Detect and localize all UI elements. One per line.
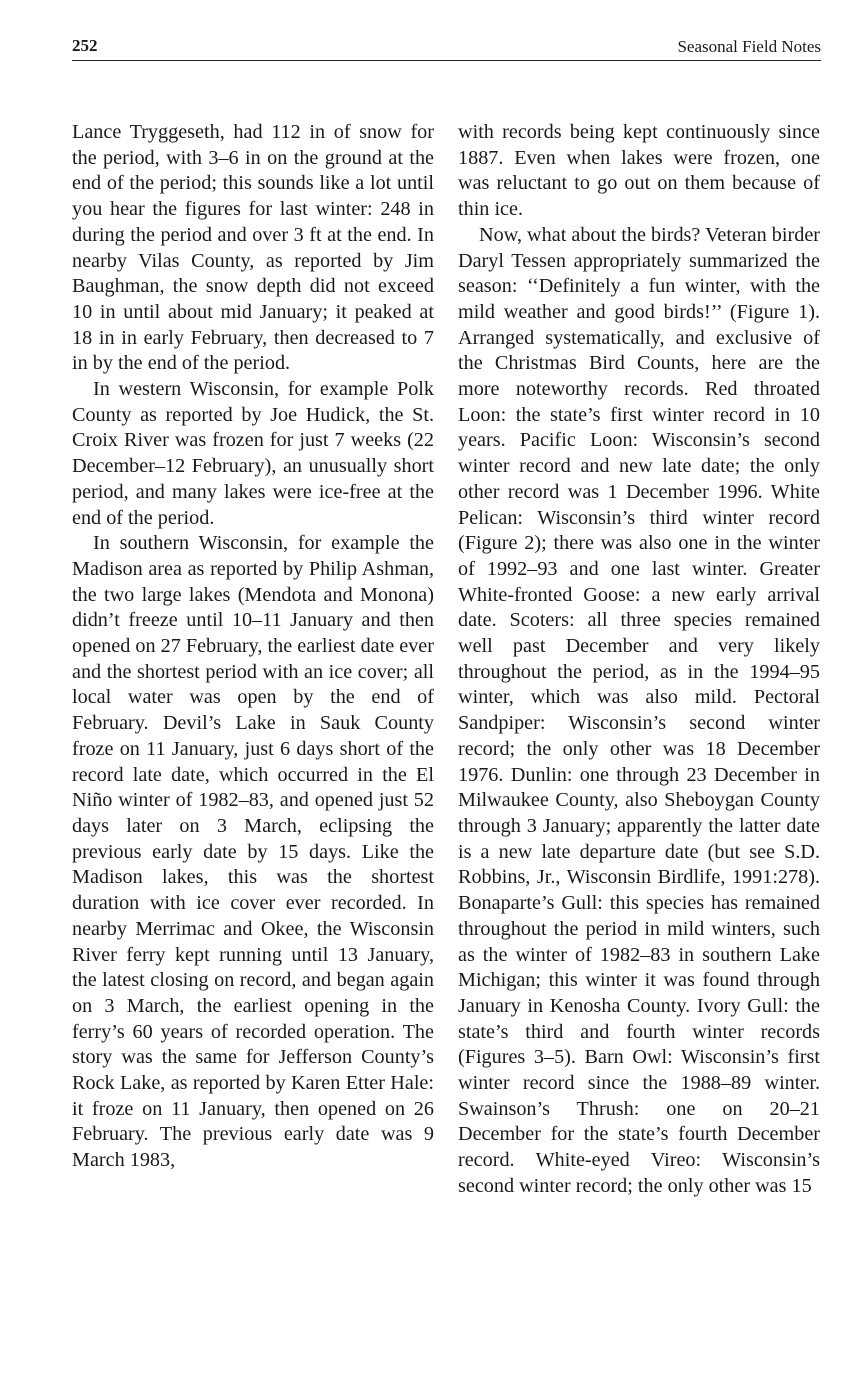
paragraph-snow-depth: Lance Tryggeseth, had 112 in of snow for the period, with 3–6 in on the ground at the end of the period; this sounds like a lot until you hear the figures for last winter: 248 in during the period and over 3 ft at the end. In nearby Vilas County, as reported by Jim Baughman, the snow depth did not exceed 10 in until about mid January; it peaked at 18 in in early February, then decreased to 7 in by the end of the period. <box>72 121 434 375</box>
paragraph-southern-wisconsin: In southern Wisconsin, for example the Madison area as reported by Philip Ashman, the two large lakes (Mendota and Monona) didn’t freeze until 10–11 January and then opened on 27 February, the earliest date ever and the shortest period with an ice cover; all local water was open by the end of February. Devil’s Lake in Sauk County froze on 11 January, just 6 days short of the record late date, which occurred in the El Niño winter of 1982–83, and opened just 52 days later on 3 March, eclipsing the previous early date by 15 days. Like the Madison lakes, this was the shortest duration with ice cover ever recorded. In nearby Merrimac and Okee, the Wisconsin River ferry kept running until 13 January, the latest closing on record, and began again on 3 March, the earliest opening in the ferry’s 60 years of recorded operation. The story was the same for Jefferson County’s Rock Lake, as reported by Karen Etter Hale: it froze on 11 January, then opened on 26 February. The previous early date was 9 March 1983, <box>72 532 434 1172</box>
paragraph-western-wisconsin: In western Wisconsin, for example Polk County as reported by Joe Hudick, the St. Croix River was frozen for just 7 weeks (22 December–12 February), an unusually short period, and many lakes were ice-free at the end of the period. <box>72 378 434 529</box>
right-column <box>458 120 820 1200</box>
running-title: Seasonal Field Notes <box>677 37 821 56</box>
left-column <box>72 120 434 1174</box>
paragraph-birds-records: Now, what about the birds? Veteran birder Daryl Tessen appropriately summarized the season: ‘‘Definitely a fun winter, with the mild weather and good birds!’’ (Figure 1). Arranged systematically, and exclusive of the Christmas Bird Counts, here are the more noteworthy records. Red throated Loon: the state’s first winter record in 10 years. Pacific Loon: Wisconsin’s second winter record and new late date; the only other record was 1 December 1996. White Pelican: Wisconsin’s third winter record (Figure 2); there was also one in the winter of 1992–93 and one last winter. Greater White-fronted Goose: a new early arrival date. Scoters: all three species remained well past December and very likely throughout the period, as in the 1994–95 winter, which was also mild. Pectoral Sandpiper: Wisconsin’s second winter record; the only other was 18 December 1976. Dunlin: one through 23 December in Milwaukee County, also Sheboygan County through 3 January; apparently the latter date is a new late departure date (but see S.D. Robbins, Jr., Wisconsin Birdlife, 1991:278). Bonaparte’s Gull: this species has remained throughout the period in mild winters, such as the winter of 1982–83 in southern Lake Michigan; this winter it was found through January in Kenosha County. Ivory Gull: the state’s third and fourth winter records (Figures 3–5). Barn Owl: Wisconsin’s first winter record since the 1988–89 winter. Swainson’s Thrush: one on 20–21 December for the state’s fourth December record. White-eyed Vireo: Wisconsin’s second winter record; the only other was 15 <box>458 223 820 1197</box>
page-number: 252 <box>72 36 98 55</box>
paragraph-records-continuous: with records being kept continuously since 1887. Even when lakes were frozen, one was reluctant to go out on them because of thin ice. <box>458 121 820 221</box>
page-header <box>72 36 821 61</box>
